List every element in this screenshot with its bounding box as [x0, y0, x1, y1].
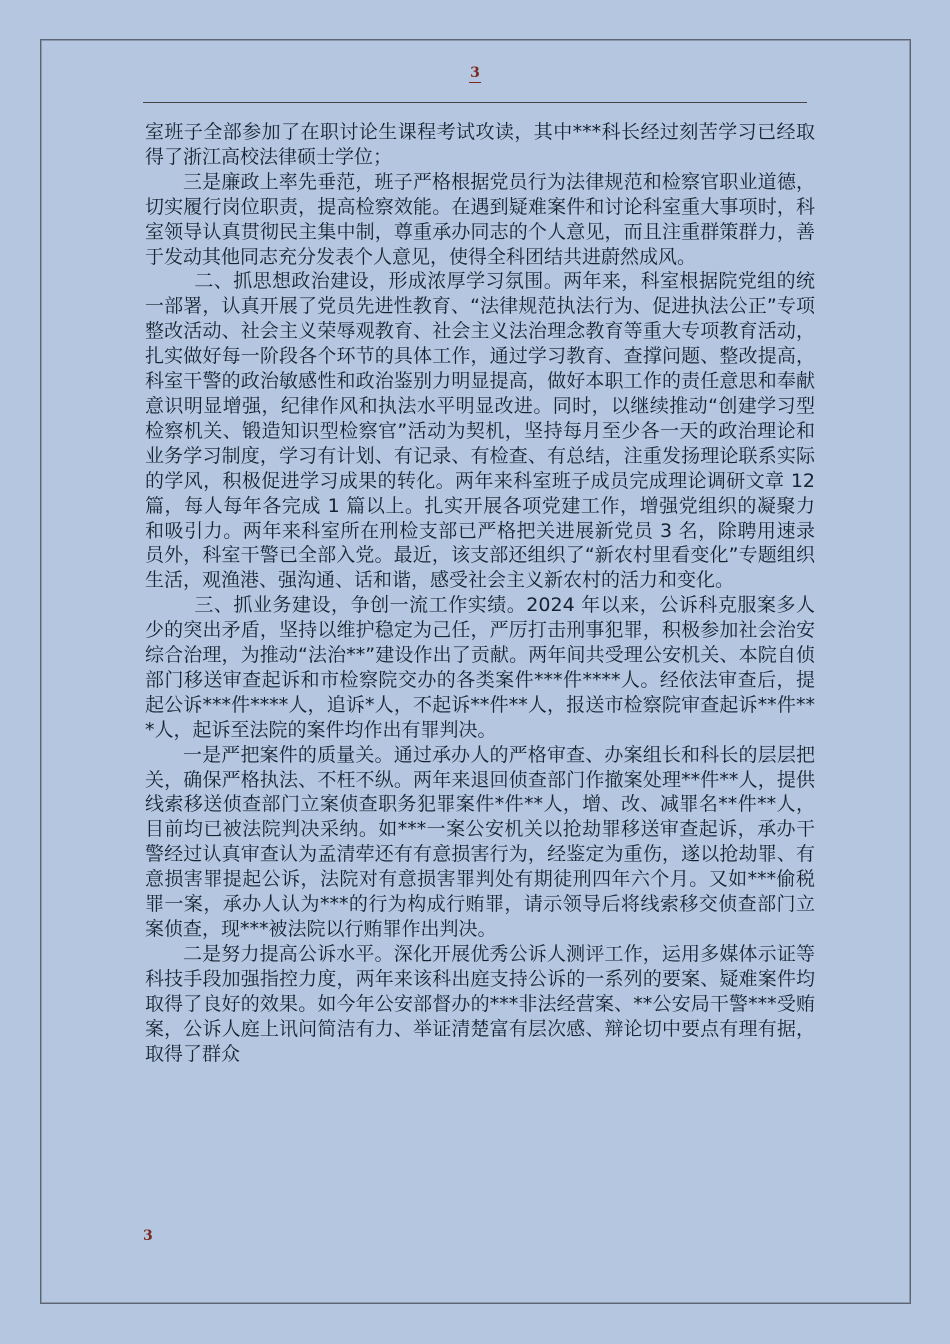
- paragraph-integrity: 三是廉政上率先垂范，班子严格根据党员行为法律规范和检察官职业道德，切实履行岗位职责，提高检察效能。在遇到疑难案件和讨论科室重大事项时，科室领导认真贯彻民主集中制，尊重承办同志的个人意见，而且注重群策群力，善于发动其他同志充分发表个人意见，使得全科团结共进蔚然成风。: [145, 170, 815, 268]
- header-divider: [143, 102, 807, 103]
- paragraph-continuation: 室班子全部参加了在职讨论生课程考试攻读，其中***科长经过刻苦学习已经取得了浙江高校法律硕士学位；: [145, 121, 815, 168]
- paragraph-prosecution-level: 二是努力提高公诉水平。深化开展优秀公诉人测评工作，运用多媒体示证等科技手段加强指控力度，两年来该科出庭支持公诉的一系列的要案、疑难案件均取得了良好的效果。如今年公安部督办的***非法经营案、**公安局干警***受贿案，公诉人庭上讯问简洁有力、举证清楚富有层次感、辩论切中要点有理有据，取得了群众: [145, 942, 815, 1065]
- footer-page-number: 3: [143, 1228, 153, 1244]
- paragraph-section-two: 二、抓思想政治建设，形成浓厚学习氛围。两年来，科室根据院党组的统一部署，认真开展了党员先进性教育、“法律规范执法行为、促进执法公正”专项整改活动、社会主义荣辱观教育、社会主义法治理念教育等重大专项教育活动，扎实做好每一阶段各个环节的具体工作，通过学习教育、查撑问题、整改提高，科室干警的政治敏感性和政治鉴别力明显提高，做好本职工作的责任意思和奉献意识明显增强，纪律作风和执法水平明显改进。同时，以继续推动“创建学习型检察机关、锻造知识型检察官”活动为契机，坚持每月至少各一天的政治理论和业务学习制度，学习有计划、有记录、有检查、有总结，注重发扬理论联系实际的学风，积极促进学习成果的转化。两年来科室班子成员完成理论调研文章 12 篇，每人每年各完成 1 篇以上。扎实开展各项党建工作，增强党组织的凝聚力和吸引力。两年来科室所在刑检支部已严格把关进展新党员 3 名，除聘用速录员外，科室干警已全部入党。最近，该支部还组织了“新农村里看变化”专题组织生活，观渔港、强沟通、话和谐，感受社会主义新农村的活力和变化。: [145, 270, 815, 592]
- paragraph-case-quality: 一是严把案件的质量关。通过承办人的严格审查、办案组长和科长的层层把关，确保严格执法、不枉不纵。两年来退回侦查部门作撤案处理**件**人，提供线索移送侦查部门立案侦查职务犯罪案件*件**人，增、改、减罪名**件**人，目前均已被法院判决采纳。如***一案公安机关以抢劫罪移送审查起诉，承办干警经过认真审查认为孟清荦还有有意损害行为，经鉴定为重伤，遂以抢劫罪、有意损害罪提起公诉，法院对有意损害罪判处有期徒刑四年六个月。又如***偷税罪一案，承办人认为***的行为构成行贿罪，请示领导后将线索移交侦查部门立案侦查，现***被法院以行贿罪作出判决。: [145, 743, 815, 940]
- header-page-number-text: 3: [470, 65, 480, 81]
- paragraph-section-three: 三、抓业务建设，争创一流工作实绩。2024 年以来，公诉科克服案多人少的突出矛盾，坚持以维护稳定为己任，严厉打击刑事犯罪，积极参加社会治安综合治理，为推动“法治**”建设作出了贡献。两年间共受理公安机关、本院自侦部门移送审查起诉和市检察院交办的各类案件***件****人。经依法审查后，提起公诉***件****人，追诉*人，不起诉**件**人，报送市检察院审查起诉**件***人，起诉至法院的案件均作出有罪判决。: [145, 594, 815, 741]
- document-body: [145, 120, 815, 1066]
- header-page-number: [0, 65, 950, 83]
